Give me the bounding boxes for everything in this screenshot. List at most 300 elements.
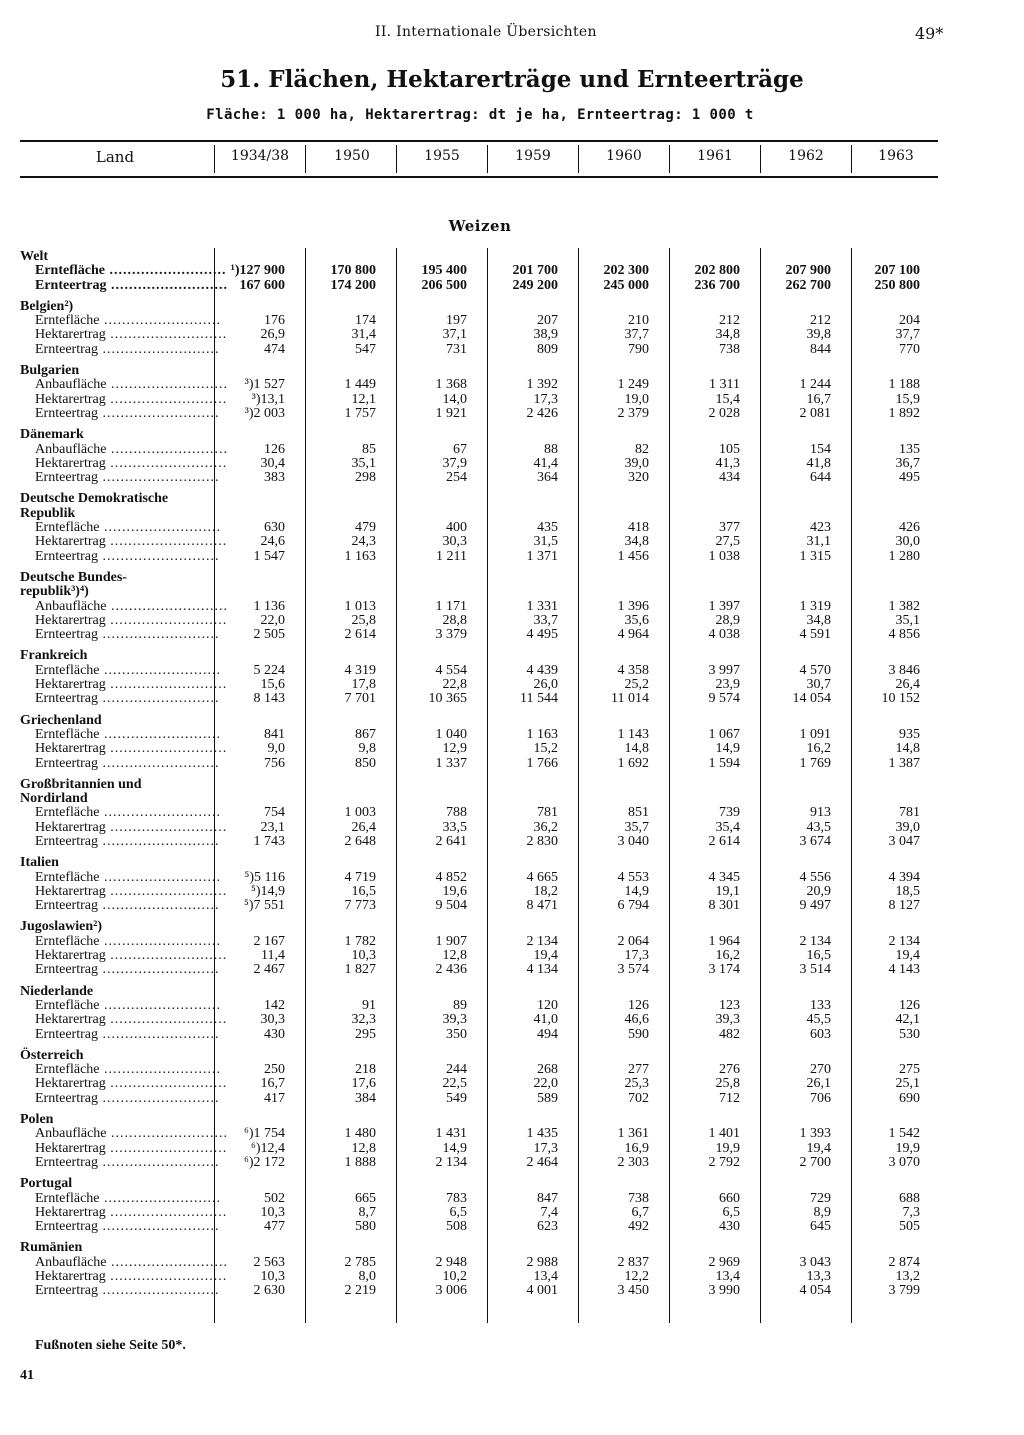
table-cell: 320: [628, 470, 649, 486]
table-cell: 19,4: [533, 948, 558, 964]
measure-label: [35, 1090, 220, 1106]
table-cell: 2 303: [617, 1154, 649, 1170]
measure-label: [35, 1126, 229, 1142]
table-cell: 35,4: [715, 819, 740, 835]
leader-dots: ..........................: [105, 455, 228, 471]
table-cell: 8 301: [708, 898, 740, 914]
table-cell: 913: [810, 805, 831, 821]
leader-dots: ..........................: [97, 898, 220, 914]
table-cell: 1 827: [344, 962, 376, 978]
table-cell: ³)13,1: [251, 391, 285, 407]
table-cell: 32,3: [351, 1012, 376, 1028]
table-cell: 492: [628, 1219, 649, 1235]
table-cell: 18,2: [533, 883, 558, 899]
table-cell: 1 319: [799, 598, 831, 614]
table-cell: 262 700: [785, 277, 831, 293]
row-gap: [0, 564, 1024, 571]
measure-label-text: Hektarertrag: [35, 391, 106, 407]
table-cell: 30,0: [895, 534, 920, 550]
table-cell: 2 830: [526, 833, 558, 849]
table-cell: 474: [264, 341, 285, 357]
column-header-1963: 1963: [878, 148, 914, 164]
measure-label-text: Ernteertrag: [35, 341, 98, 357]
table-cell: 479: [355, 520, 376, 536]
table-cell: 364: [537, 470, 558, 486]
table-row: [0, 757, 1024, 771]
measure-label-text: Erntefläche: [35, 726, 100, 742]
table-cell: 1 361: [617, 1126, 649, 1142]
measure-label: [35, 962, 220, 978]
table-cell: 15,6: [260, 677, 285, 693]
leader-dots: ..........................: [97, 691, 220, 707]
measure-label-text: Erntefläche: [35, 1062, 100, 1078]
table-cell: 4 591: [799, 627, 831, 643]
measure-label-text: Erntefläche: [35, 520, 100, 536]
table-cell: 4 495: [526, 627, 558, 643]
measure-label: [35, 441, 229, 457]
row-gap: [0, 978, 1024, 985]
measure-label-text: Erntefläche: [35, 869, 100, 885]
table-cell: 1 769: [799, 755, 831, 771]
country-name: republik³)⁴): [20, 584, 89, 600]
table-cell: 2 792: [708, 1154, 740, 1170]
table-cell: 126: [264, 441, 285, 457]
table-cell: 13,4: [533, 1269, 558, 1284]
row-gap: [0, 1299, 1024, 1306]
table-cell: 4 554: [435, 662, 467, 678]
table-cell: 781: [537, 805, 558, 821]
table-cell: 10 365: [428, 691, 467, 707]
table-cell: 6,5: [722, 1204, 740, 1220]
table-cell: 1 311: [709, 377, 740, 393]
table-cell: 1 480: [344, 1126, 376, 1142]
measure-label: [35, 833, 220, 849]
table-cell: 12,1: [351, 391, 376, 407]
measure-label-text: Hektarertrag: [35, 1012, 106, 1028]
table-cell: 16,5: [351, 883, 376, 899]
measure-label-text: Ernteertrag: [35, 1219, 98, 1235]
table-cell: 11 014: [611, 691, 649, 707]
table-cell: 1 163: [344, 548, 376, 564]
table-cell: 2 563: [253, 1254, 285, 1270]
measure-label-text: Ernteertrag: [35, 962, 98, 978]
leader-dots: ..........................: [105, 1012, 228, 1028]
table-row: [0, 443, 1024, 457]
country-name: Griechenland: [20, 712, 102, 728]
table-cell: 15,2: [533, 741, 558, 757]
table-cell: 14 054: [792, 691, 831, 707]
table-cell: 9 574: [708, 691, 740, 707]
table-cell: 7,4: [540, 1204, 558, 1220]
table-cell: 277: [628, 1062, 649, 1078]
table-cell: 530: [899, 1026, 920, 1042]
table-cell: 4 439: [526, 662, 558, 678]
country-name: Österreich: [20, 1047, 84, 1063]
table-row: [0, 600, 1024, 614]
country-block: [0, 1049, 1024, 1106]
table-cell: 15,4: [715, 391, 740, 407]
leader-dots: ..........................: [106, 277, 229, 293]
measure-label-text: Anbaufläche: [35, 1126, 107, 1142]
table-cell: 9,8: [358, 741, 376, 757]
table-cell: 22,0: [533, 1076, 558, 1092]
measure-label-text: Erntefläche: [35, 933, 100, 949]
table-row: [0, 935, 1024, 949]
table-row: [0, 692, 1024, 706]
table-cell: 4 001: [526, 1283, 558, 1299]
table-cell: 1 435: [526, 1126, 558, 1142]
table-cell: 383: [264, 470, 285, 486]
measure-label: [35, 805, 222, 821]
table-cell: 1 211: [436, 548, 467, 564]
leader-dots: ..........................: [97, 627, 220, 643]
measure-label: [35, 598, 229, 614]
table-row: [0, 871, 1024, 885]
table-cell: 275: [899, 1062, 920, 1078]
table-cell: 4 054: [799, 1283, 831, 1299]
table-cell: 2 948: [435, 1254, 467, 1270]
table-cell: 133: [810, 997, 831, 1013]
table-row: [0, 378, 1024, 392]
measure-label-text: Ernteertrag: [35, 277, 107, 293]
table-row: [0, 1220, 1024, 1234]
measure-label: [35, 627, 220, 643]
column-divider: [305, 145, 306, 173]
measure-label: [35, 662, 222, 678]
table-cell: 39,3: [715, 1012, 740, 1028]
measure-label-text: Hektarertrag: [35, 819, 106, 835]
table-cell: 3 799: [888, 1283, 920, 1299]
table-cell: 7,3: [902, 1204, 920, 1220]
table-cell: 207: [537, 313, 558, 329]
table-cell: 430: [264, 1026, 285, 1042]
column-header-1962: 1962: [788, 148, 824, 164]
table-cell: 202 300: [603, 263, 649, 279]
table-cell: 14,9: [715, 741, 740, 757]
country-name: Frankreich: [20, 648, 88, 664]
column-header-1960: 1960: [606, 148, 642, 164]
table-cell: 28,9: [715, 612, 740, 628]
measure-label: [35, 520, 222, 536]
table-cell: 781: [899, 805, 920, 821]
measure-label-text: Hektarertrag: [35, 741, 106, 757]
table-cell: 1 091: [799, 726, 831, 742]
table-cell: 35,1: [351, 455, 376, 471]
table-cell: 254: [446, 470, 467, 486]
table-cell: 167 600: [239, 277, 285, 293]
table-row: [0, 521, 1024, 535]
table-cell: 16,7: [806, 391, 831, 407]
table-cell: 4 358: [617, 662, 649, 678]
measure-label: [35, 898, 220, 914]
table-cell: 25,8: [351, 612, 376, 628]
table-cell: 2 436: [435, 962, 467, 978]
table-cell: 426: [899, 520, 920, 536]
table-row: [0, 821, 1024, 835]
leader-dots: ..........................: [105, 391, 228, 407]
table-cell: 1 456: [617, 548, 649, 564]
table-cell: 30,4: [260, 455, 285, 471]
table-cell: 847: [537, 1190, 558, 1206]
table-cell: 89: [453, 997, 467, 1013]
table-cell: ⁵)7 551: [243, 898, 285, 914]
country-name: Portugal: [20, 1176, 73, 1192]
table-cell: 809: [537, 341, 558, 357]
table-cell: 4 143: [888, 962, 920, 978]
row-gap: [0, 1170, 1024, 1177]
leader-dots: ..........................: [97, 1026, 220, 1042]
measure-label: [35, 1154, 220, 1170]
table-cell: 2 081: [799, 405, 831, 421]
measure-label: [35, 741, 228, 757]
table-cell: 197: [446, 313, 467, 329]
table-cell: 17,8: [351, 677, 376, 693]
column-divider: [487, 145, 488, 173]
table-cell: 1 136: [253, 598, 285, 614]
table-cell: 142: [264, 997, 285, 1013]
column-divider: [396, 145, 397, 173]
table-cell: 423: [810, 520, 831, 536]
measure-label-text: Hektarertrag: [35, 948, 106, 964]
country-name: Belgien²): [20, 298, 74, 314]
measure-label: [35, 819, 228, 835]
table-cell: 14,8: [624, 741, 649, 757]
table-cell: 712: [719, 1090, 740, 1106]
table-cell: 37,7: [624, 327, 649, 343]
table-cell: ³)1 527: [244, 377, 285, 393]
table-cell: 15,9: [895, 391, 920, 407]
measure-label-text: Hektarertrag: [35, 534, 106, 550]
table-body: [0, 250, 1024, 1306]
table-cell: 495: [899, 470, 920, 486]
table-cell: 1 757: [344, 405, 376, 421]
measure-label: [35, 1269, 228, 1284]
table-cell: 2 464: [526, 1154, 558, 1170]
table-cell: 1 743: [253, 833, 285, 849]
table-cell: 2 614: [708, 833, 740, 849]
measure-label: [35, 1219, 220, 1235]
table-row: [0, 1206, 1024, 1220]
measure-label-text: Hektarertrag: [35, 327, 106, 343]
table-cell: 16,5: [806, 948, 831, 964]
country-block: [0, 250, 1024, 293]
country-block: [0, 571, 1024, 642]
leader-dots: ..........................: [97, 548, 220, 564]
table-cell: 126: [628, 997, 649, 1013]
table-cell: 27,5: [715, 534, 740, 550]
table-row: [0, 343, 1024, 357]
table-cell: 22,8: [442, 677, 467, 693]
measure-label: [35, 277, 229, 293]
measure-label: [35, 455, 228, 471]
table-cell: 783: [446, 1190, 467, 1206]
table-cell: 4 556: [799, 869, 831, 885]
table-cell: 729: [810, 1190, 831, 1206]
table-cell: 3 997: [708, 662, 740, 678]
measure-label: [35, 263, 227, 279]
row-gap: [0, 707, 1024, 714]
table-cell: 39,3: [442, 1012, 467, 1028]
table-cell: 482: [719, 1026, 740, 1042]
table-cell: 1 921: [435, 405, 467, 421]
table-cell: 10,3: [260, 1269, 285, 1284]
measure-label-text: Hektarertrag: [35, 1140, 106, 1156]
header-rule-top: [20, 140, 938, 142]
table-cell: 8 143: [253, 691, 285, 707]
table-cell: 17,3: [533, 391, 558, 407]
column-divider: [214, 145, 215, 173]
table-cell: 505: [899, 1219, 920, 1235]
table-cell: 1 315: [799, 548, 831, 564]
table-cell: 41,0: [533, 1012, 558, 1028]
table-cell: 16,2: [715, 948, 740, 964]
measure-label: [35, 933, 222, 949]
measure-label-text: Hektarertrag: [35, 455, 106, 471]
page-number: 49*: [915, 24, 944, 43]
table-cell: 14,8: [895, 741, 920, 757]
measure-label-text: Hektarertrag: [35, 1204, 106, 1220]
column-header-1959: 1959: [515, 148, 551, 164]
row-gap: [0, 771, 1024, 778]
table-row: [0, 328, 1024, 342]
table-cell: 3 846: [888, 662, 920, 678]
measure-label-text: Hektarertrag: [35, 883, 106, 899]
table-cell: ⁶)1 754: [243, 1126, 285, 1142]
table-cell: 19,9: [895, 1140, 920, 1156]
table-cell: 4 964: [617, 627, 649, 643]
country-name: Welt: [20, 249, 48, 264]
table-cell: 1 594: [708, 755, 740, 771]
table-cell: 2 630: [253, 1283, 285, 1299]
leader-dots: ..........................: [97, 1154, 220, 1170]
table-cell: ⁵)14,9: [250, 883, 285, 899]
column-header-1934-38: 1934/38: [230, 148, 290, 164]
measure-label: [35, 997, 222, 1013]
table-cell: 4 319: [344, 662, 376, 678]
measure-label-text: Ernteertrag: [35, 691, 98, 707]
table-cell: 2 648: [344, 833, 376, 849]
table-cell: 1 692: [617, 755, 649, 771]
table-cell: 1 387: [888, 755, 920, 771]
table-cell: 2 837: [617, 1254, 649, 1270]
table-cell: 19,6: [442, 883, 467, 899]
measure-label: [35, 1026, 220, 1042]
measure-label: [35, 869, 222, 885]
table-row: [0, 949, 1024, 963]
table-cell: 13,3: [806, 1269, 831, 1284]
country-name: Großbritannien und: [20, 776, 142, 792]
measure-label: [35, 327, 228, 343]
table-cell: 20,9: [806, 883, 831, 899]
table-cell: 1 013: [344, 598, 376, 614]
table-cell: 1 188: [888, 377, 920, 393]
table-cell: 25,2: [624, 677, 649, 693]
table-cell: 1 337: [435, 755, 467, 771]
table-row: [0, 963, 1024, 977]
table-cell: 298: [355, 470, 376, 486]
table-cell: 24,3: [351, 534, 376, 550]
table-cell: 207 100: [874, 263, 920, 279]
column-header-1950: 1950: [334, 148, 370, 164]
table-cell: 1 244: [799, 377, 831, 393]
leader-dots: ..........................: [97, 755, 220, 771]
leader-dots: ..........................: [99, 933, 222, 949]
measure-label-text: Ernteertrag: [35, 1283, 98, 1299]
leader-dots: ..........................: [99, 869, 222, 885]
table-cell: 2 064: [617, 933, 649, 949]
country-name: Rumänien: [20, 1240, 83, 1256]
table-cell: 2 379: [617, 405, 649, 421]
table-cell: 417: [264, 1090, 285, 1106]
table-cell: 3 006: [435, 1283, 467, 1299]
table-cell: 37,9: [442, 455, 467, 471]
table-cell: 25,1: [895, 1076, 920, 1092]
measure-label-text: Ernteertrag: [35, 1090, 98, 1106]
table-cell: 850: [355, 755, 376, 771]
table-row: [0, 393, 1024, 407]
table-cell: 623: [537, 1219, 558, 1235]
table-cell: 547: [355, 341, 376, 357]
table-cell: 1 397: [708, 598, 740, 614]
table-cell: 30,3: [442, 534, 467, 550]
table-cell: 435: [537, 520, 558, 536]
table-cell: 418: [628, 520, 649, 536]
table-cell: 2 874: [888, 1254, 920, 1270]
table-cell: 22,0: [260, 612, 285, 628]
table-cell: 19,4: [806, 1140, 831, 1156]
table-cell: 430: [719, 1219, 740, 1235]
table-cell: 295: [355, 1026, 376, 1042]
table-cell: 30,3: [260, 1012, 285, 1028]
measure-label-text: Ernteertrag: [35, 548, 98, 564]
table-cell: 46,6: [624, 1012, 649, 1028]
table-cell: 8,0: [358, 1269, 376, 1284]
table-cell: 26,4: [351, 819, 376, 835]
table-cell: 754: [264, 805, 285, 821]
leader-dots: ..........................: [99, 313, 222, 329]
table-cell: 206 500: [421, 277, 467, 293]
measure-label: [35, 1012, 228, 1028]
table-cell: 22,5: [442, 1076, 467, 1092]
header-rule-bottom: [20, 176, 938, 178]
table-cell: 665: [355, 1190, 376, 1206]
table-cell: 589: [537, 1090, 558, 1106]
table-cell: 2 700: [799, 1154, 831, 1170]
table-cell: 2 028: [708, 405, 740, 421]
table-cell: 2 467: [253, 962, 285, 978]
table-cell: 1 067: [708, 726, 740, 742]
table-cell: 841: [264, 726, 285, 742]
table-cell: 1 547: [253, 548, 285, 564]
table-cell: 123: [719, 997, 740, 1013]
row-gap: [0, 642, 1024, 649]
measure-label: [35, 691, 220, 707]
table-row: [0, 728, 1024, 742]
table-cell: 706: [810, 1090, 831, 1106]
table-cell: 4 394: [888, 869, 920, 885]
table-cell: 17,3: [533, 1140, 558, 1156]
table-cell: 350: [446, 1026, 467, 1042]
leader-dots: ..........................: [99, 662, 222, 678]
table-cell: 38,9: [533, 327, 558, 343]
table-cell: 201 700: [512, 263, 558, 279]
table-cell: 170 800: [330, 263, 376, 279]
leader-dots: ..........................: [97, 833, 220, 849]
table-cell: 212: [719, 313, 740, 329]
table-cell: 31,1: [806, 534, 831, 550]
table-cell: 91: [362, 997, 376, 1013]
table-cell: 11 544: [520, 691, 558, 707]
